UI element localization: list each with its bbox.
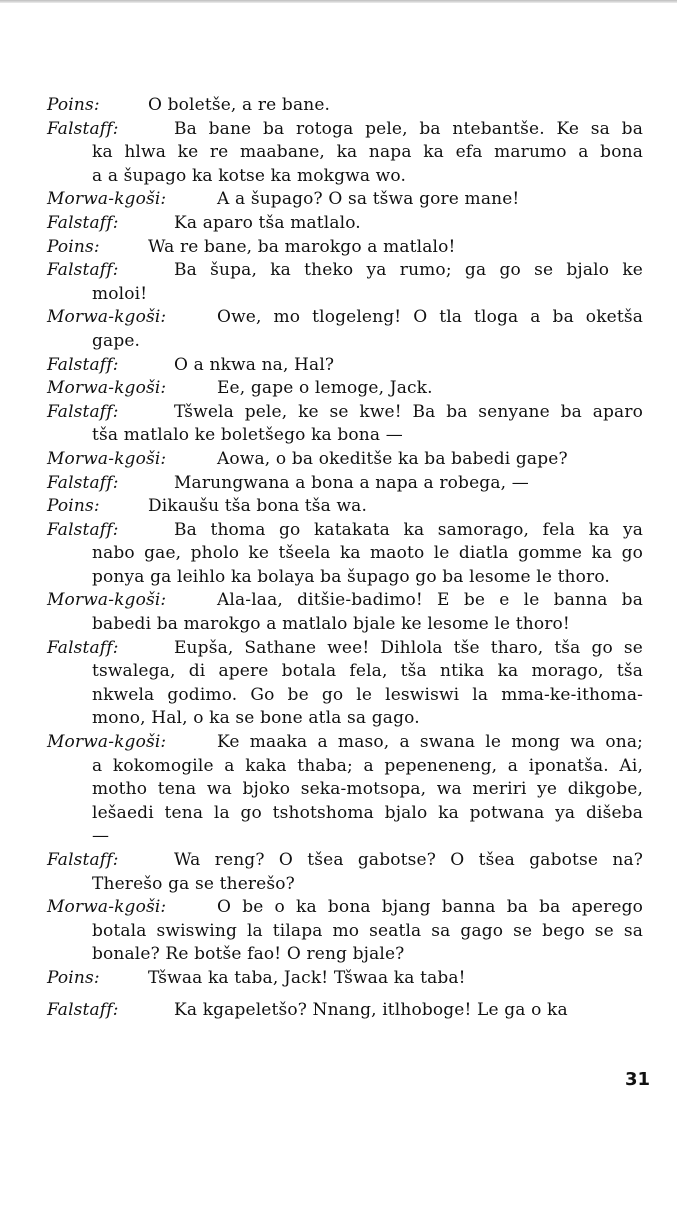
speech xyxy=(47,236,643,260)
speech-first-line xyxy=(47,236,643,260)
speech-text: Wa re bane, ba marokgo a matlalo! xyxy=(148,236,456,257)
speech-text: Marungwana a bona a napa a robega, — xyxy=(174,472,529,493)
speech-text: Eupša, Sathane wee! Dihlola tše tharo, tša go se xyxy=(174,637,643,658)
speaker-name: Morwa-kgoši: xyxy=(47,732,167,753)
speaker-name: Poins: xyxy=(47,496,100,517)
speech xyxy=(47,401,643,448)
speech-first-line xyxy=(47,999,643,1023)
speech xyxy=(47,448,643,472)
speech-text: Aowa, o ba okeditše ka ba babedi gape? xyxy=(217,448,568,469)
speech-line: tša matlalo ke boletšego ka bona — xyxy=(92,425,403,446)
speech-text: O be o ka bona bjang banna ba ba aperego xyxy=(217,897,643,918)
speech xyxy=(47,896,643,967)
speaker-name: Falstaff: xyxy=(47,637,119,658)
speech-text: Ba thoma go katakata ka samorago, fela ka ya xyxy=(174,519,643,540)
speech-first-line xyxy=(47,472,643,496)
speech-line: a kokomogile a kaka thaba; a pepeneneng, a iponatša. Ai, xyxy=(92,755,643,776)
speaker-name: Falstaff: xyxy=(47,999,119,1020)
speech xyxy=(47,495,643,519)
speaker-name: Morwa-kgoši: xyxy=(47,307,167,328)
speech-line: a a šupago ka kotse ka mokgwa wo. xyxy=(92,165,406,186)
speech-text: Ee, gape o lemoge, Jack. xyxy=(217,378,433,399)
speech-line: botala swiswing la tilapa mo seatla sa gago se bego se sa xyxy=(92,920,643,941)
speaker-name: Falstaff: xyxy=(47,519,119,540)
speech-first-line xyxy=(47,188,643,212)
speech-line: mono, Hal, o ka se bone atla sa gago. xyxy=(92,708,420,729)
speech-line: tswalega, di apere botala fela, tša ntika ka morago, tša xyxy=(92,661,643,682)
speaker-name: Falstaff: xyxy=(47,850,119,870)
speech-first-line xyxy=(47,118,643,142)
speaker-name: Poins: xyxy=(47,95,100,115)
speech-line: nabo gae, pholo ke tšeela ka maoto le diatla gomme ka go xyxy=(92,543,643,564)
speech-line: nkwela godimo. Go be go le leswiswi la mma-ke-ithoma- xyxy=(92,684,643,705)
speaker-name: Morwa-kgoši: xyxy=(47,448,167,469)
speech-first-line xyxy=(47,377,643,401)
speech-first-line xyxy=(47,94,643,118)
speech-first-line xyxy=(47,259,643,283)
speech-first-line xyxy=(47,401,643,425)
speech xyxy=(47,519,643,590)
speech-first-line xyxy=(47,731,643,755)
speech xyxy=(47,94,643,118)
speech-line: lešaedi tena la go tshotshoma bjalo ka potwana ya dišeba xyxy=(92,802,643,823)
page-top-edge xyxy=(0,0,677,3)
speech-line: — xyxy=(92,826,110,847)
speech xyxy=(47,118,643,189)
speaker-name: Falstaff: xyxy=(47,472,119,493)
speech-first-line xyxy=(47,448,643,472)
speech xyxy=(47,589,643,636)
speech-first-line xyxy=(47,896,643,920)
speech-text: Tšwaa ka taba, Jack! Tšwaa ka taba! xyxy=(148,967,466,988)
speech-text: A a šupago? O sa tšwa gore mane! xyxy=(217,189,520,210)
speech-line: bonale? Re botše fao! O reng bjale? xyxy=(92,944,405,965)
speech xyxy=(47,849,643,896)
speaker-name: Morwa-kgoši: xyxy=(47,590,167,611)
speech-first-line xyxy=(47,637,643,661)
speech-line: gape. xyxy=(92,330,141,351)
speech-line: ponya ga leihlo ka bolaya ba šupago go ba lesome le thoro. xyxy=(92,566,610,587)
speech xyxy=(47,306,643,353)
speaker-name: Poins: xyxy=(47,236,100,257)
speaker-name: Falstaff: xyxy=(47,212,119,233)
speech-line: motho tena wa bjoko seka-motsopa, wa meriri ye dikgobe, xyxy=(92,779,643,800)
speech-first-line xyxy=(47,495,643,519)
speech xyxy=(47,999,643,1023)
speech xyxy=(47,212,643,236)
speech-first-line xyxy=(47,306,643,330)
speech-text: O a nkwa na, Hal? xyxy=(174,354,335,375)
speaker-name: Morwa-kgoši: xyxy=(47,897,167,918)
speech xyxy=(47,472,643,496)
play-text xyxy=(47,94,643,1022)
speaker-name: Morwa-kgoši: xyxy=(47,189,167,210)
speech-text: Wa reng? O tšea gabotse? O tšea gabotse na? xyxy=(174,850,643,870)
page-number: 31 xyxy=(624,1069,650,1090)
speech-first-line xyxy=(47,967,643,991)
speech-text: Ka aparo tša matlalo. xyxy=(174,212,361,233)
speech-first-line xyxy=(47,589,643,613)
speech-text: Ba šupa, ka theko ya rumo; ga go se bjalo ke xyxy=(174,260,643,281)
speech-line: moloi! xyxy=(92,283,148,304)
speech-line: ka hlwa ke re maabane, ka napa ka efa marumo a bona xyxy=(92,142,643,163)
speaker-name: Poins: xyxy=(47,967,100,988)
speaker-name: Falstaff: xyxy=(47,260,119,281)
speech-text: Ka kgapeletšo? Nnang, itlhoboge! Le ga o ka xyxy=(174,999,568,1020)
speech-first-line xyxy=(47,519,643,543)
speech xyxy=(47,259,643,306)
speech-first-line xyxy=(47,849,643,873)
speech-text: Ba bane ba rotoga pele, ba ntebantše. Ke sa ba xyxy=(174,118,643,139)
speech-first-line xyxy=(47,354,643,378)
speech-text: Tšwela pele, ke se kwe! Ba ba senyane ba aparo xyxy=(174,401,643,422)
speech-text: Ke maaka a maso, a swana le mong wa ona; xyxy=(217,732,643,753)
speech xyxy=(47,637,643,731)
speech xyxy=(47,967,643,991)
speaker-name: Morwa-kgoši: xyxy=(47,378,167,399)
speech xyxy=(47,731,643,849)
speaker-name: Falstaff: xyxy=(47,354,119,375)
speaker-name: Falstaff: xyxy=(47,118,119,139)
speech-line: Therešo ga se therešo? xyxy=(92,873,295,894)
speech-text: Dikaušu tša bona tša wa. xyxy=(148,496,368,517)
speaker-name: Falstaff: xyxy=(47,401,119,422)
speech xyxy=(47,188,643,212)
speech-text: Owe, mo tlogeleng! O tla tloga a ba oketša xyxy=(217,307,643,328)
speech xyxy=(47,377,643,401)
speech-text: Ala-laa, ditšie-badimo! E be e le banna ba xyxy=(217,590,643,611)
speech-first-line xyxy=(47,212,643,236)
speech-line: babedi ba marokgo a matlalo bjale ke lesome le thoro! xyxy=(92,614,570,635)
speech-text: O boletše, a re bane. xyxy=(148,95,331,115)
speech xyxy=(47,354,643,378)
